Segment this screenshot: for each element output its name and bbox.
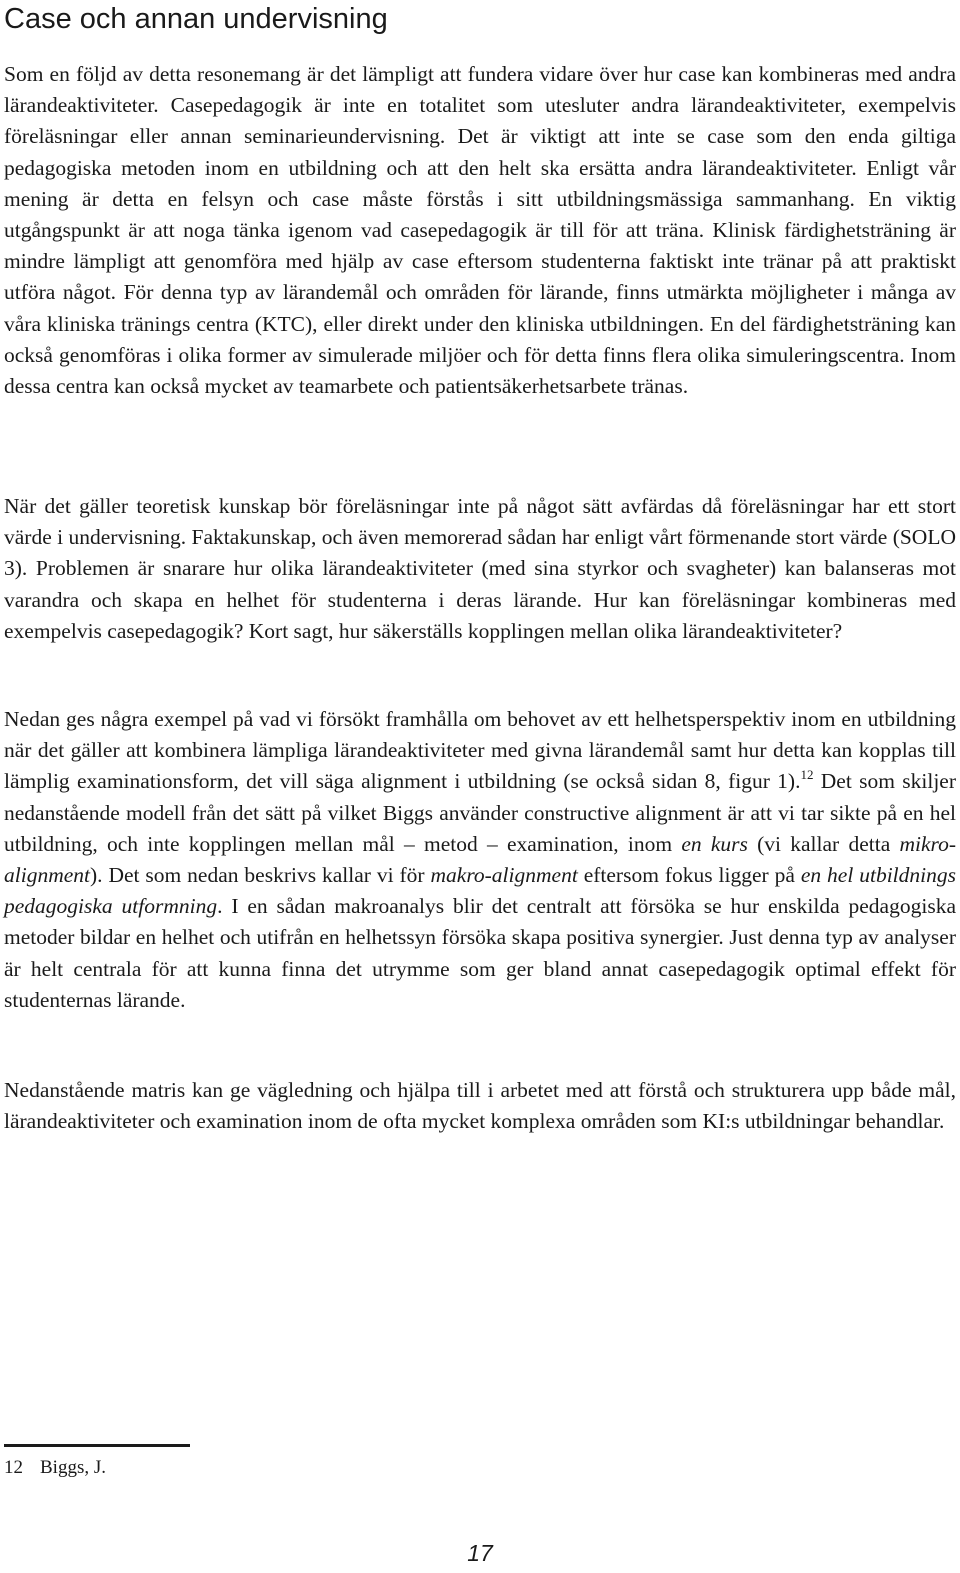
italic-term: mikro-alignment (4, 831, 957, 888)
paragraph-3-text: Det som skiljer nedanstående modell från det sätt på vilket Biggs använder constructive alignment är att vi tar sikte på en hel utbildning, och inte kopplingen mellan mål – metod – examination, inom (4, 769, 957, 856)
paragraph-3-text: ). Det som nedan beskrivs kallar vi för (90, 863, 431, 888)
section-heading: Case och annan undervisning (4, 3, 388, 35)
paragraph-3-text: (vi kallar detta (747, 831, 900, 856)
paragraph-2: När det gäller teoretisk kunskap bör föreläsningar inte på något sätt avfärdas då föreläsningar har ett stort värde i undervisning. Faktakunskap, och även memorerad sådan har enligt vårt förmenande stort värde (SOLO 3). Problemen är snarare hur olika lärandeaktiviteter (med sina styrkor och svagheter) kan balanseras mot varandra och skapa en helhet för studenterna i deras lärande. Hur kan föreläsningar kombineras med exempelvis casepedagogik? Kort sagt, hur säkerställs kopplingen mellan olika lärandeaktiviteter? (4, 494, 956, 643)
footnote-divider (4, 1444, 190, 1447)
paragraph-4: Nedanstående matris kan ge vägledning och hjälpa till i arbetet med att förstå och strukturera upp både mål, lärandeaktiviteter och examination inom de ofta mycket komplexa områden som KI:s utbildningar behandlar. (4, 1078, 956, 1134)
italic-term: en hel utbildnings pedagogiska utformning (4, 863, 956, 919)
footnote-reference: 12 (800, 767, 814, 783)
paragraph-3-text: eftersom fokus ligger på (577, 863, 801, 888)
footnote-number: 12 (4, 1457, 23, 1478)
page-number: 17 (467, 1540, 493, 1566)
paragraph-1: Som en följd av detta resonemang är det lämpligt att fundera vidare över hur case kan kombineras med andra lärandeaktiviteter. Casepedagogik är inte en totalitet som utesluter andra lärandeaktiviteter, exempelvis föreläsningar eller annan seminarieundervisning. Det är viktigt att inte se case som den enda giltiga pedagogiska metoden inom en utbildning och att den helt ska ersätta andra lärandeaktiviteter. Enligt vår mening är detta en felsyn och case måste förstås i sitt utbildningsmässiga sammanhang. En viktig utgångspunkt är att noga tänka igenom vad casepedagogik är till för att träna. Klinisk färdighetsträning är mindre lämpligt att genomföra med hjälp av case eftersom studenterna faktiskt inte tränar på att praktiskt utföra något. För denna typ av lärandemål och områden för lärande, finns utmärkta möjligheter i många av våra kliniska tränings centra (KTC), eller direkt under den kliniska utbildningen. En del färdighetsträning kan också genomföras i olika former av simulerade miljöer och för detta finns flera olika simuleringscentra. Inom dessa centra kan också mycket av teamarbete och patientsäkerhetsarbete tränas. (4, 62, 956, 399)
footnote (4, 1455, 106, 1481)
footnote-text: Biggs, J. (40, 1457, 106, 1478)
italic-term: makro-alignment (430, 863, 578, 888)
paragraph-3 (4, 704, 956, 1016)
paragraph-3-text: . I en sådan makroanalys blir det centralt att försöka se hur enskilda pedagogiska metoder bildar en helhet och utifrån en helhetssyn försöka skapa positiva synergier. Just denna typ av analyser är helt centrala för att kunna finna det utrymme som ger bland annat casepedagogik optimal effekt för studenternas lärande. (4, 894, 956, 1012)
italic-term: en kurs (681, 831, 748, 856)
paragraph-3-text: Nedan ges några exempel på vad vi försökt framhålla om behovet av ett helhetsperspektiv inom en utbildning när det gäller att kombinera lämpliga lärandeaktiviteter med givna lärandemål samt hur detta kan kopplas till lämplig examinationsform, det vill säga alignment i utbildning (se också sidan 8, figur 1). (4, 707, 956, 794)
